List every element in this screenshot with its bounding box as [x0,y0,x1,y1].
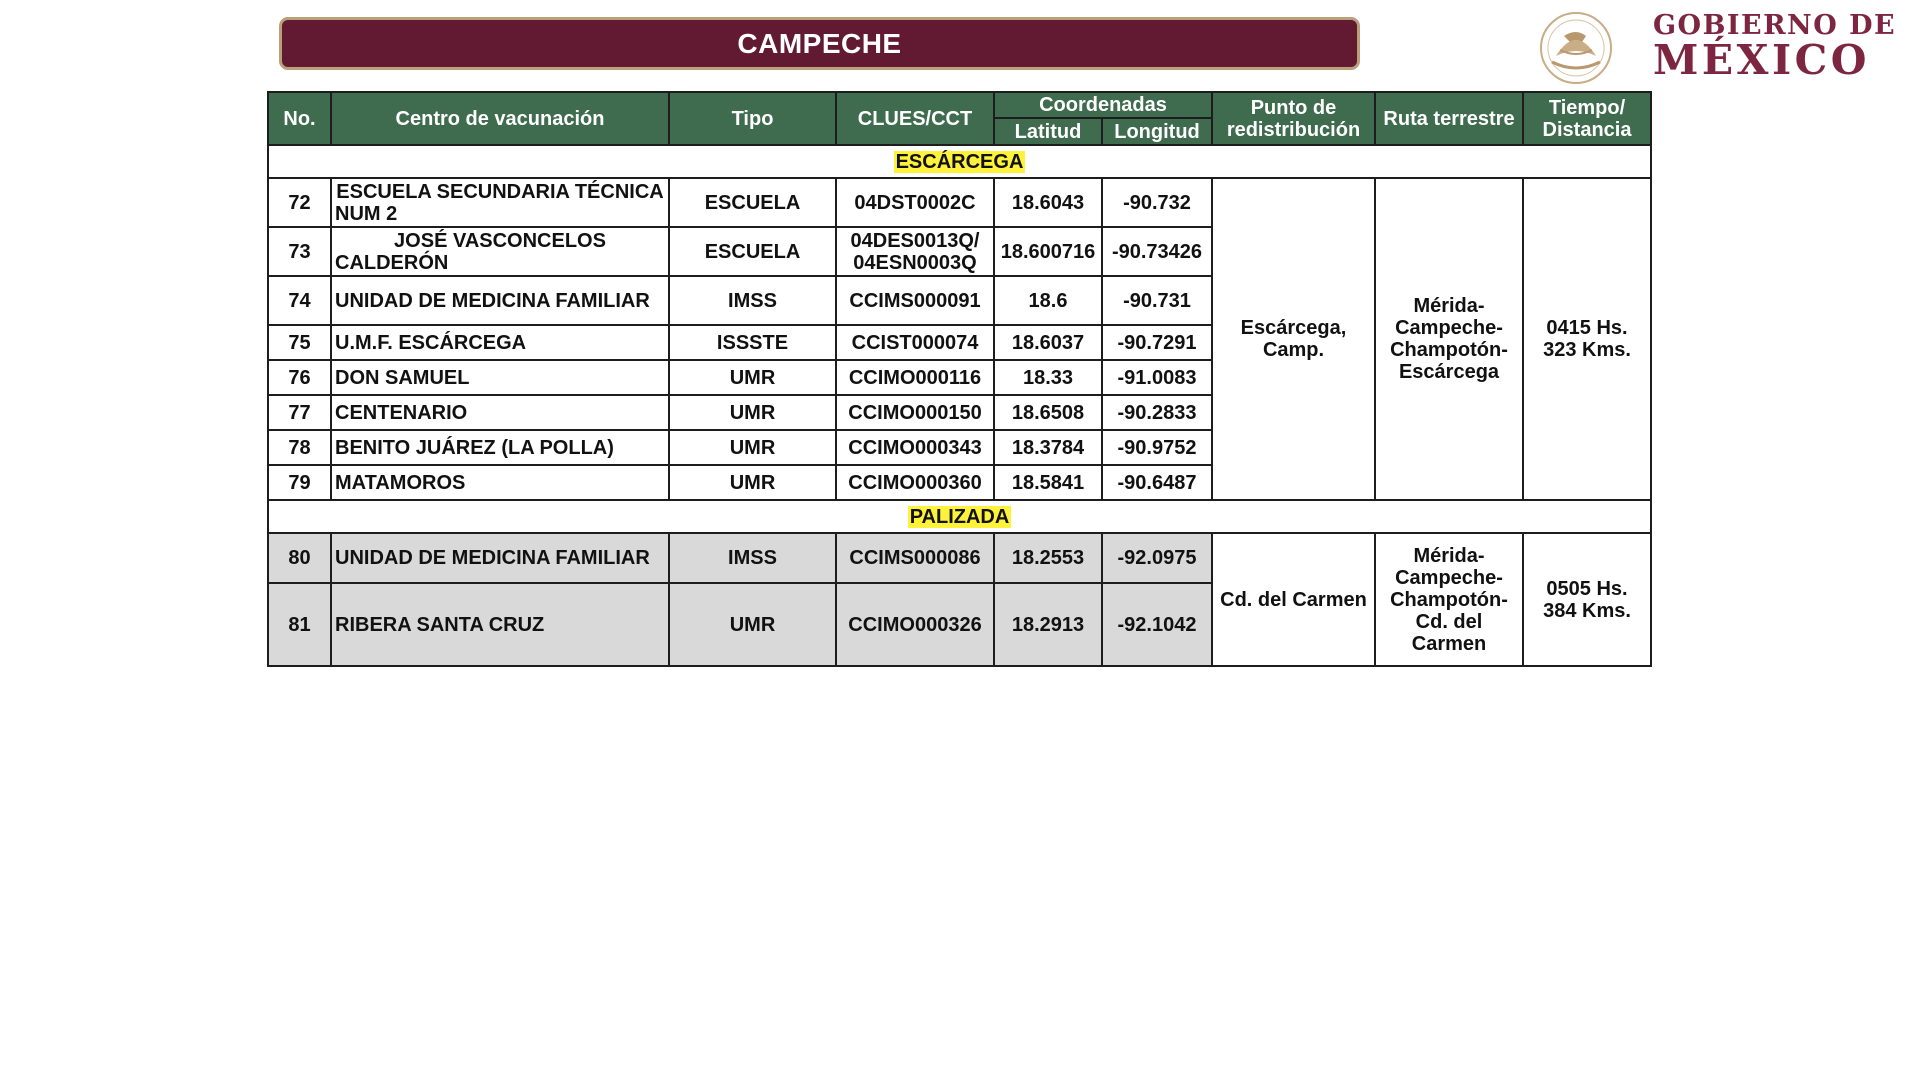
cell-tiempo: 0415 Hs. 323 Kms. [1523,178,1651,500]
cell-tipo: UMR [669,395,836,430]
cell-no: 75 [268,325,331,360]
cell-clues: CCIMO000360 [836,465,994,500]
cell-longitud: -90.9752 [1102,430,1212,465]
header-no: No. [268,92,331,145]
cell-longitud: -90.73426 [1102,227,1212,276]
cell-tipo: ISSSTE [669,325,836,360]
cell-no: 78 [268,430,331,465]
cell-longitud: -92.0975 [1102,533,1212,583]
cell-centro: UNIDAD DE MEDICINA FAMILIAR [331,533,669,583]
cell-latitud: 18.2553 [994,533,1102,583]
cell-clues: 04DES0013Q/ 04ESN0003Q [836,227,994,276]
cell-latitud: 18.5841 [994,465,1102,500]
cell-punto: Cd. del Carmen [1212,533,1375,666]
cell-latitud: 18.600716 [994,227,1102,276]
cell-latitud: 18.3784 [994,430,1102,465]
cell-centro: BENITO JUÁREZ (LA POLLA) [331,430,669,465]
cell-longitud: -91.0083 [1102,360,1212,395]
cell-no: 72 [268,178,331,227]
cell-ruta: Mérida-Campeche-Champotón-Cd. del Carmen [1375,533,1523,666]
seal-icon [1526,10,1644,86]
cell-centro: DON SAMUEL [331,360,669,395]
cell-tipo: UMR [669,583,836,666]
header-clues: CLUES/CCT [836,92,994,145]
cell-latitud: 18.33 [994,360,1102,395]
title-banner [279,17,1360,70]
cell-latitud: 18.6037 [994,325,1102,360]
cell-clues: CCIMO000343 [836,430,994,465]
cell-ruta: Mérida-Campeche-Champotón-Escárcega [1375,178,1523,500]
cell-centro: RIBERA SANTA CRUZ [331,583,669,666]
cell-no: 80 [268,533,331,583]
cell-no: 81 [268,583,331,666]
cell-tipo: ESCUELA [669,178,836,227]
cell-latitud: 18.6 [994,276,1102,325]
cell-no: 73 [268,227,331,276]
cell-longitud: -90.6487 [1102,465,1212,500]
cell-tipo: IMSS [669,533,836,583]
cell-clues: CCIMS000091 [836,276,994,325]
cell-centro: CENTENARIO [331,395,669,430]
cell-no: 77 [268,395,331,430]
header-ruta: Ruta terrestre [1375,92,1523,145]
vaccination-table [267,91,1652,667]
cell-tipo: IMSS [669,276,836,325]
table-row [268,178,1651,227]
cell-tipo: UMR [669,465,836,500]
cell-centro: U.M.F. ESCÁRCEGA [331,325,669,360]
logo-line2: MÉXICO [1653,36,1870,84]
cell-latitud: 18.2913 [994,583,1102,666]
page-title: CAMPECHE [737,27,902,59]
header-tiempo: Tiempo/ Distancia [1523,92,1651,145]
cell-punto: Escárcega, Camp. [1212,178,1375,500]
cell-clues: CCIMO000326 [836,583,994,666]
cell-centro: ESCUELA SECUNDARIA TÉCNICA NUM 2 [331,178,669,227]
cell-clues: CCIMO000150 [836,395,994,430]
cell-clues: CCIST000074 [836,325,994,360]
cell-centro: MATAMOROS [331,465,669,500]
cell-tipo: UMR [669,430,836,465]
header-tipo: Tipo [669,92,836,145]
header-coordenadas: Coordenadas [994,92,1212,118]
logo-line1: GOBIERNO DE [1653,10,1897,41]
header-latitud: Latitud [994,118,1102,145]
gobierno-logo [1526,10,1911,86]
header-longitud: Longitud [1102,118,1212,145]
cell-latitud: 18.6508 [994,395,1102,430]
cell-no: 74 [268,276,331,325]
section-row-palizada [268,500,1651,533]
cell-tipo: ESCUELA [669,227,836,276]
cell-no: 76 [268,360,331,395]
cell-tipo: UMR [669,360,836,395]
header-punto: Punto de redistribución [1212,92,1375,145]
section-row-escarcega [268,145,1651,178]
cell-longitud: -90.731 [1102,276,1212,325]
section-label: PALIZADA [909,505,1010,528]
cell-clues: 04DST0002C [836,178,994,227]
cell-latitud: 18.6043 [994,178,1102,227]
table-row [268,533,1651,583]
cell-clues: CCIMO000116 [836,360,994,395]
cell-centro: JOSÉ VASCONCELOS CALDERÓN [331,227,669,276]
cell-longitud: -92.1042 [1102,583,1212,666]
section-label: ESCÁRCEGA [895,150,1024,173]
cell-longitud: -90.2833 [1102,395,1212,430]
cell-longitud: -90.7291 [1102,325,1212,360]
cell-clues: CCIMS000086 [836,533,994,583]
cell-tiempo: 0505 Hs. 384 Kms. [1523,533,1651,666]
cell-longitud: -90.732 [1102,178,1212,227]
cell-no: 79 [268,465,331,500]
header-centro: Centro de vacunación [331,92,669,145]
cell-centro: UNIDAD DE MEDICINA FAMILIAR [331,276,669,325]
